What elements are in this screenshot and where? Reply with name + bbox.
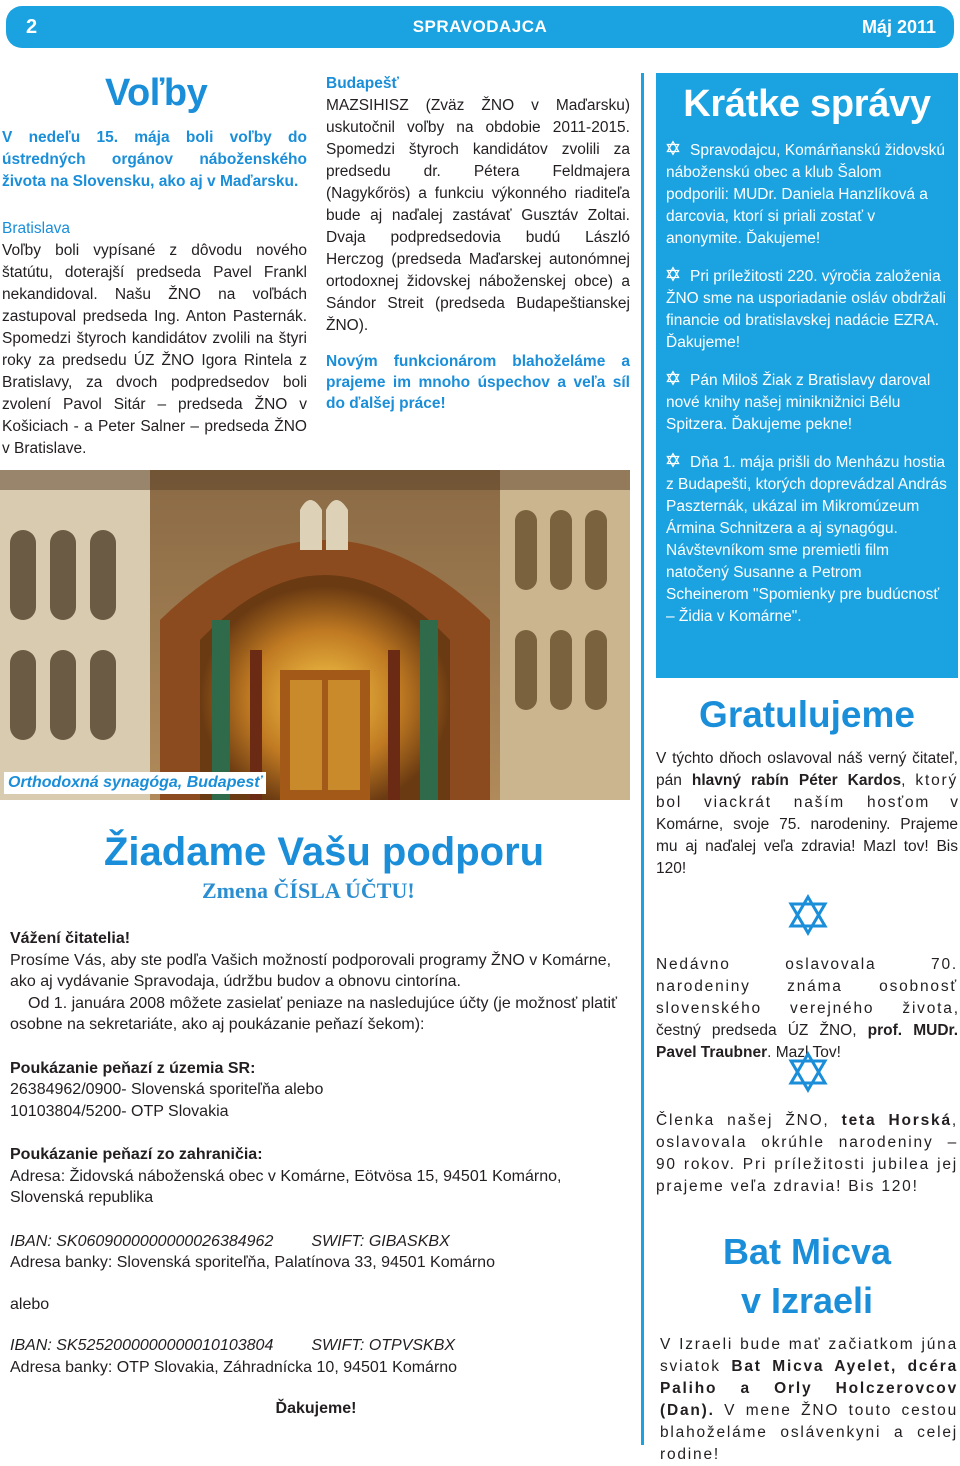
- news-item: [666, 140, 948, 250]
- domestic-account-1: 26384962/0900- Slovenská sporiteľňa alebo: [10, 1081, 324, 1098]
- congrats-text: ktorý bol viackrát naším hosťom: [656, 772, 958, 811]
- congrats-text: známa osobnosť slovenského verejného života: [656, 978, 958, 1017]
- domestic-account-2: 10103804/5200- OTP Slovakia: [10, 1102, 229, 1120]
- foreign-payment-heading: Poukázanie peňazí zo zahraničia:: [10, 1146, 263, 1163]
- bat-micva-heading: [656, 1227, 958, 1325]
- bratislava-heading: Bratislava: [2, 220, 71, 237]
- congrats-text: v Komárne, svoje 75. narodeniny. Prajeme mu aj naďalej veľa zdravia! Mazl tov! Bis 120!: [656, 794, 958, 877]
- congrats-name: teta Horská: [841, 1112, 952, 1129]
- newsletter-title: SPRAVODAJCA: [412, 17, 548, 36]
- bat-micva-text: [660, 1334, 958, 1466]
- support-para-1: Prosíme Vás, aby ste podľa Vašich možností podporovali programy ŽNO v Komárne, ako aj vydávanie Spravodaja, údržbu budov a obnovu cintorína.: [10, 951, 612, 990]
- congrats-name: hlavný rabín Péter Kardos: [691, 772, 902, 789]
- news-item: [666, 370, 948, 436]
- page-number: 2: [26, 16, 38, 38]
- volby-heading: Voľby: [105, 72, 208, 114]
- kratke-spravy-box: [656, 73, 958, 678]
- swift-2: SWIFT: OTPVSKBX: [311, 1337, 456, 1354]
- iban-1: IBAN: SK0609000000000026384962: [10, 1232, 274, 1250]
- photo-caption: Orthodoxná synagóga, Budapesť: [4, 772, 266, 794]
- iban-2: IBAN: SK5252000000000010103804: [10, 1337, 274, 1354]
- congrats-kardos: [656, 748, 958, 880]
- congrats-text: Nedávno oslavovala 70. narodeniny: [656, 956, 958, 995]
- swift-1: SWIFT: GIBASKBX: [311, 1232, 450, 1250]
- bat-micva-text-part: V mene ŽNO touto cestou blahoželáme oslávenkyni a celej rodine!: [660, 1402, 958, 1463]
- bat-micva-names: Bat Micva Ayelet, dcéra Paliho a Orly Holczerovcov (Dan).: [660, 1358, 958, 1419]
- star-of-david-icon: [666, 140, 680, 162]
- iban-line-2: [10, 1335, 622, 1357]
- star-of-david-icon: [788, 895, 828, 935]
- bank-address-1: Adresa banky: Slovenská sporiteľňa, Palatínova 33, 94501 Komárno: [10, 1254, 495, 1271]
- news-item-text: Pri príležitosti 220. výročia založenia ŽNO sme na usporiadanie osláv obdržali financie od bratislavskej nadácie EZRA. Ďakujeme!: [666, 268, 946, 351]
- thanks-text: Ďakujeme!: [275, 1400, 357, 1417]
- congrats-traubner: [656, 954, 958, 1064]
- volby-bratislava: [2, 218, 307, 460]
- greeting: Vážení čitatelia!: [10, 930, 131, 947]
- news-item: [666, 266, 948, 354]
- congrats-text: V týchto dňoch oslavoval náš verný čitateľ, pán: [656, 750, 958, 789]
- gratulujeme-heading: Gratulujeme: [699, 694, 915, 735]
- news-item-text: Spravodajcu, Komárňanskú židovskú náboženskú obec a klub Šalom podporili: MUDr. Daniela Hanzlíková a darcovia, ktorí si priali zostať v anonymite. Ďakujeme!: [666, 142, 946, 247]
- page-header: [6, 6, 954, 48]
- kratke-spravy-heading: Krátke správy: [683, 83, 931, 125]
- domestic-payment-heading: Poukázanie peňazí z územia SR:: [10, 1059, 256, 1077]
- budapest-heading: Budapešť: [326, 75, 399, 92]
- star-of-david-icon: [666, 266, 680, 288]
- congrats-text: Novým funkcionárom blahoželáme a prajeme im mnoho úspechov a veľa síl do ďalšej práce!: [326, 353, 630, 412]
- congrats-text: . Mazl Tov!: [767, 1044, 841, 1061]
- synagogue-photo: [0, 470, 630, 800]
- bratislava-text: Voľby boli vypísané z dôvodu nového štatútu, doterajší predseda Pavel Frankl nekandidoval. Našu ŽNO na voľbách zastupoval predseda Ing. Anton Pasternák. Spomedzi štyroch kandidátov zvolili na štyri roky za predsedu ÚZ ŽNO Igora Rintela z Bratislavy, za dvoch podpredsedov boli zvolení Pavol Sitár – predseda ŽNO v Košiciach - a Peter Salner – predseda ŽNO v Bratislave.: [2, 242, 307, 457]
- support-heading: Žiadame Vašu podporu: [104, 830, 545, 874]
- congrats-text: Členka našej ŽNO,: [656, 1112, 842, 1129]
- issue-date: Máj 2011: [861, 17, 936, 37]
- congrats-text: , oslavovala okrúhle narodeniny – 90 rokov. Pri príležitosti jubilea jej prajeme veľa zdravia! Bis 120!: [656, 1112, 958, 1195]
- volby-budapest: [326, 73, 630, 414]
- congrats-text: ,: [901, 772, 916, 789]
- support-section: [0, 800, 636, 1450]
- bank-address-2: Adresa banky: OTP Slovakia, Záhradnícka 10, 94501 Komárno: [10, 1358, 458, 1376]
- support-para-2: Od 1. januára 2008 môžete zasielať peniaze na nasledujúce účty (je možnosť platiť osobne na sekretariáte, ako aj poukázanie peňazí šekom):: [10, 994, 618, 1033]
- budapest-text: MAZSIHISZ (Zväz ŽNO v Maďarsku) uskutočnil voľby na obdobie 2011-2015. Spomedzi štyroch kandidátov zvolili za predsedu dr. Pétera Feldmajera (Nagykőrös) a funkciu výkonného riaditeľa bude aj naďalej zastávať Gusztáv Zoltai. Dvaja podpredsedovia budú László Herczog (predseda Maďarskej autonómnej ortodoxnej židovskej náboženskej obce) a Sándor Streit (predseda Budapeštianskej ŽNO).: [326, 97, 630, 334]
- star-of-david-icon: [666, 452, 680, 474]
- star-of-david-icon: [666, 370, 680, 392]
- account-change-notice: Zmena ČÍSLA ÚČTU!: [202, 878, 415, 903]
- support-body: [10, 928, 622, 1420]
- congrats-name: prof. MUDr. Pavel Traubner: [656, 1022, 959, 1061]
- news-item-text: Pán Miloš Žiak z Bratislavy daroval nové knihy našej miniknižnici Bélu Spitzera. Ďakujeme pekne!: [666, 372, 931, 433]
- alternative-label: alebo: [10, 1295, 50, 1313]
- bat-micva-heading-line: v Izraeli: [740, 1280, 874, 1321]
- bat-micva-heading-line: Bat Micva: [722, 1231, 892, 1272]
- column-divider: [641, 73, 644, 1445]
- news-item-text: Dňa 1. mája prišli do Menházu hostia z Budapešti, ktorých doprevádzal András Paszternák, ukázal im Mikromúzeum Ármina Schnitzera a aj synagógu. Návštevníkom sme premietli film natočený Susanne a Petrom Scheinerom "Spomienky pre budúcnosť – Židia v Komárne".: [666, 454, 947, 625]
- congrats-text: , čestný predseda ÚZ ŽNO,: [656, 1000, 958, 1039]
- bat-micva-text-part: V Izraeli bude mať začiatkom júna sviatok: [660, 1336, 958, 1375]
- congrats-horska: [656, 1110, 958, 1198]
- iban-line-1: [10, 1231, 622, 1253]
- news-item: [666, 452, 948, 628]
- community-address: Adresa: Židovská náboženská obec v Komárne, Eötvösa 15, 94501 Komárno, Slovenská republika: [10, 1167, 562, 1206]
- star-of-david-icon: [788, 1052, 828, 1092]
- volby-lead: V nedeľu 15. mája boli voľby do ústredných orgánov náboženského života na Slovensku, ako aj v Maďarsku.: [2, 129, 307, 190]
